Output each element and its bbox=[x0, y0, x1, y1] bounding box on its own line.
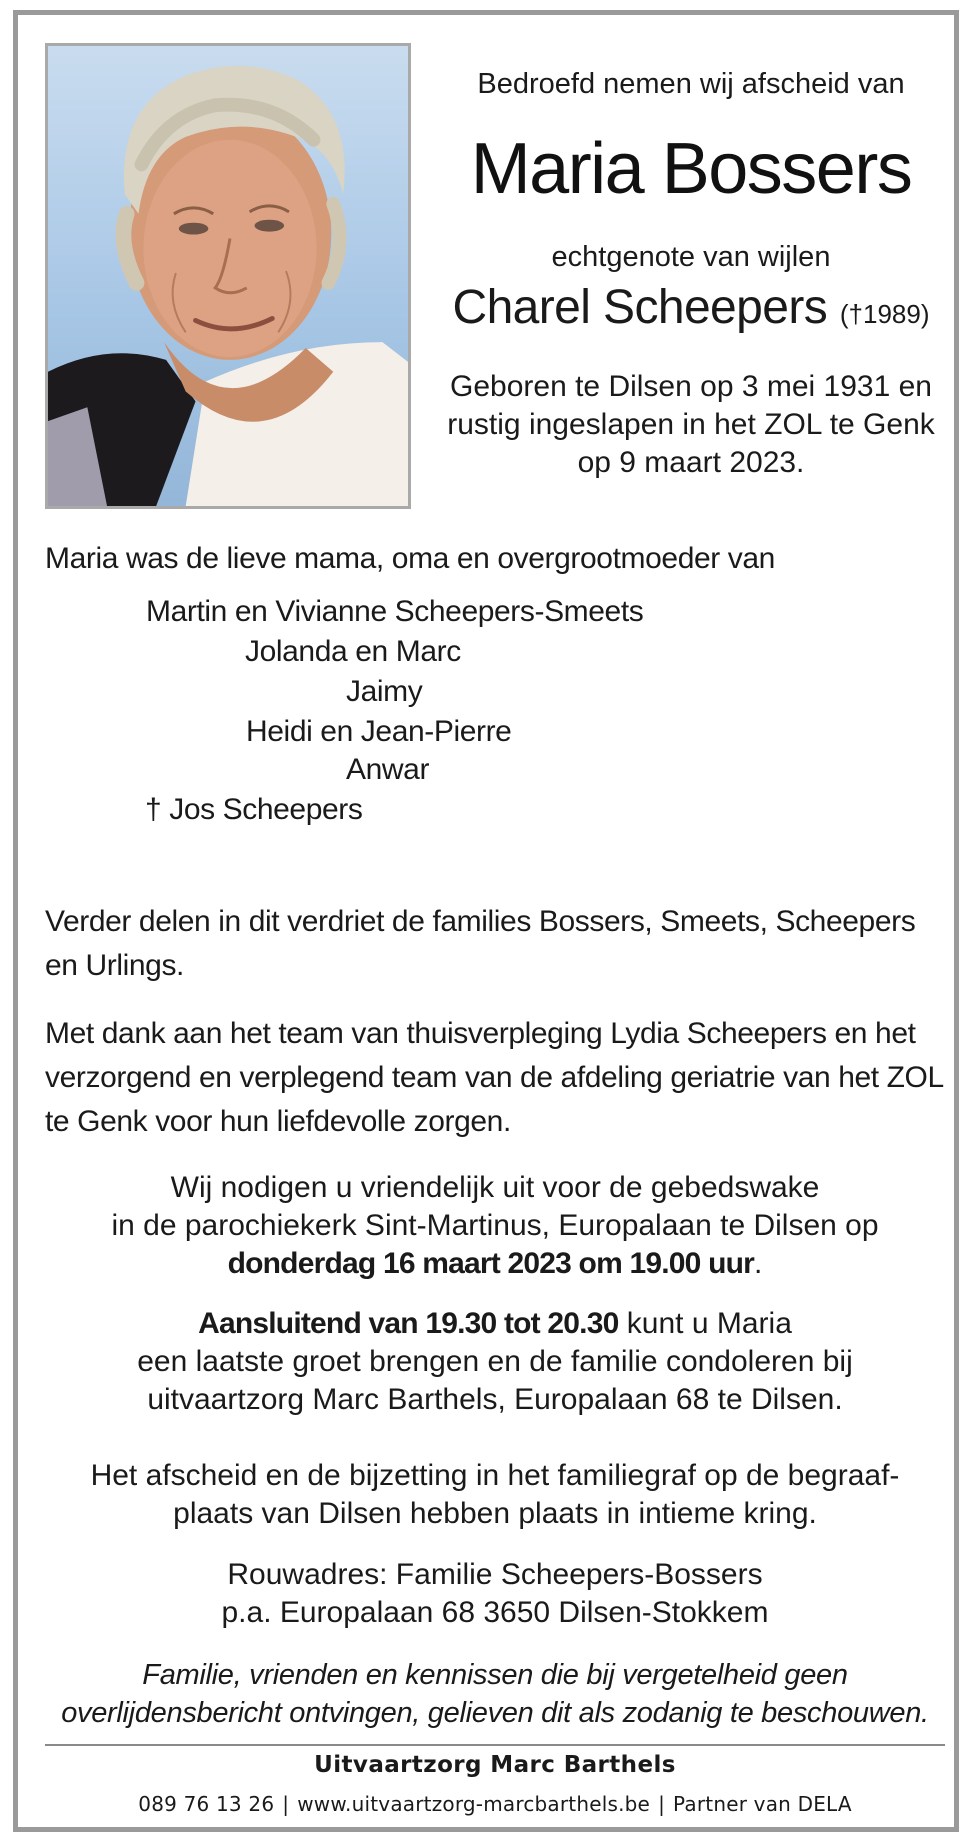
family-member: Jaimy bbox=[346, 675, 423, 708]
also-grieving-paragraph: Verder delen in dit verdriet de families Bossers, Smeets, Scheepers en Urlings. bbox=[45, 905, 916, 982]
family-member: Heidi en Jean-Pierre bbox=[246, 715, 512, 748]
intro-line: Bedroefd nemen wij afscheid van bbox=[477, 68, 905, 100]
life-dates bbox=[441, 368, 941, 482]
vigil-line: in de parochiekerk Sint-Martinus, Europalaan te Dilsen op bbox=[111, 1209, 879, 1242]
thanks-paragraph: Met dank aan het team van thuisverpleging Lydia Scheepers en het verzorgend en verplegend team van de afdeling geriatrie van het ZOL te Genk voor hun liefdevolle zorgen. bbox=[45, 1017, 943, 1138]
notice-line: overlijdensbericht ontvingen, gelieven dit als zodanig te beschouwen. bbox=[61, 1697, 929, 1729]
footer-separator: | bbox=[282, 1792, 290, 1816]
website-link[interactable]: www.uitvaartzorg-marcbarthels.be bbox=[297, 1792, 651, 1816]
viewing-time: Aansluitend van 19.30 tot 20.30 bbox=[198, 1307, 619, 1340]
notice-text bbox=[45, 1656, 945, 1732]
deceased-name: Maria Bossers bbox=[470, 129, 912, 209]
partner-text: Partner van DELA bbox=[673, 1792, 852, 1816]
footer-separator: | bbox=[658, 1792, 666, 1816]
farewell-line: plaats van Dilsen hebben plaats in intieme kring. bbox=[173, 1497, 817, 1530]
dates-line: op 9 maart 2023. bbox=[577, 446, 805, 479]
viewing-text: kunt u Maria bbox=[618, 1307, 792, 1340]
vigil-line: Wij nodigen u vriendelijk uit voor de gebedswake bbox=[170, 1171, 820, 1204]
dates-line: rustig ingeslapen in het ZOL te Genk bbox=[447, 408, 935, 441]
viewing-line: uitvaartzorg Marc Barthels, Europalaan 68 te Dilsen. bbox=[147, 1383, 843, 1416]
family-intro: Maria was de lieve mama, oma en overgrootmoeder van bbox=[45, 542, 775, 575]
funeral-company-name: Uitvaartzorg Marc Barthels bbox=[314, 1752, 676, 1778]
farewell-info bbox=[45, 1457, 945, 1533]
family-member: † Jos Scheepers bbox=[145, 793, 363, 826]
family-member: Anwar bbox=[346, 753, 430, 786]
portrait-illustration bbox=[48, 46, 408, 506]
dates-line: Geboren te Dilsen op 3 mei 1931 en bbox=[450, 370, 932, 403]
viewing-line: een laatste groet brengen en de familie condoleren bij bbox=[137, 1345, 853, 1378]
phone-number: 089 76 13 26 bbox=[138, 1792, 275, 1816]
footer-divider bbox=[45, 1744, 945, 1746]
vigil-datetime: donderdag 16 maart 2023 om 19.00 uur bbox=[227, 1247, 755, 1280]
vigil-datetime-line bbox=[45, 1245, 945, 1283]
address-line: Rouwadres: Familie Scheepers-Bossers bbox=[227, 1558, 763, 1591]
family-member: Jolanda en Marc bbox=[245, 635, 461, 668]
family-member: Martin en Vivianne Scheepers-Smeets bbox=[146, 595, 644, 628]
spouse-death-year: (†1989) bbox=[839, 299, 930, 329]
notice-line: Familie, vrienden en kennissen die bij vergetelheid geen bbox=[142, 1659, 848, 1691]
farewell-line: Het afscheid en de bijzetting in het familiegraf op de begraaf- bbox=[90, 1459, 900, 1492]
viewing-info bbox=[45, 1305, 945, 1419]
mourning-address bbox=[45, 1556, 945, 1632]
footer-contact-line bbox=[45, 1792, 945, 1816]
obituary-card bbox=[21, 18, 959, 1824]
spouse-name: Charel Scheepers bbox=[452, 281, 828, 334]
spouse-line bbox=[441, 280, 941, 335]
address-line: p.a. Europalaan 68 3650 Dilsen-Stokkem bbox=[221, 1596, 769, 1629]
vigil-invitation bbox=[45, 1169, 945, 1283]
portrait-photo bbox=[45, 43, 411, 509]
spouse-intro: echtgenote van wijlen bbox=[551, 241, 831, 273]
vigil-period: . bbox=[754, 1247, 763, 1280]
viewing-line bbox=[45, 1305, 945, 1343]
